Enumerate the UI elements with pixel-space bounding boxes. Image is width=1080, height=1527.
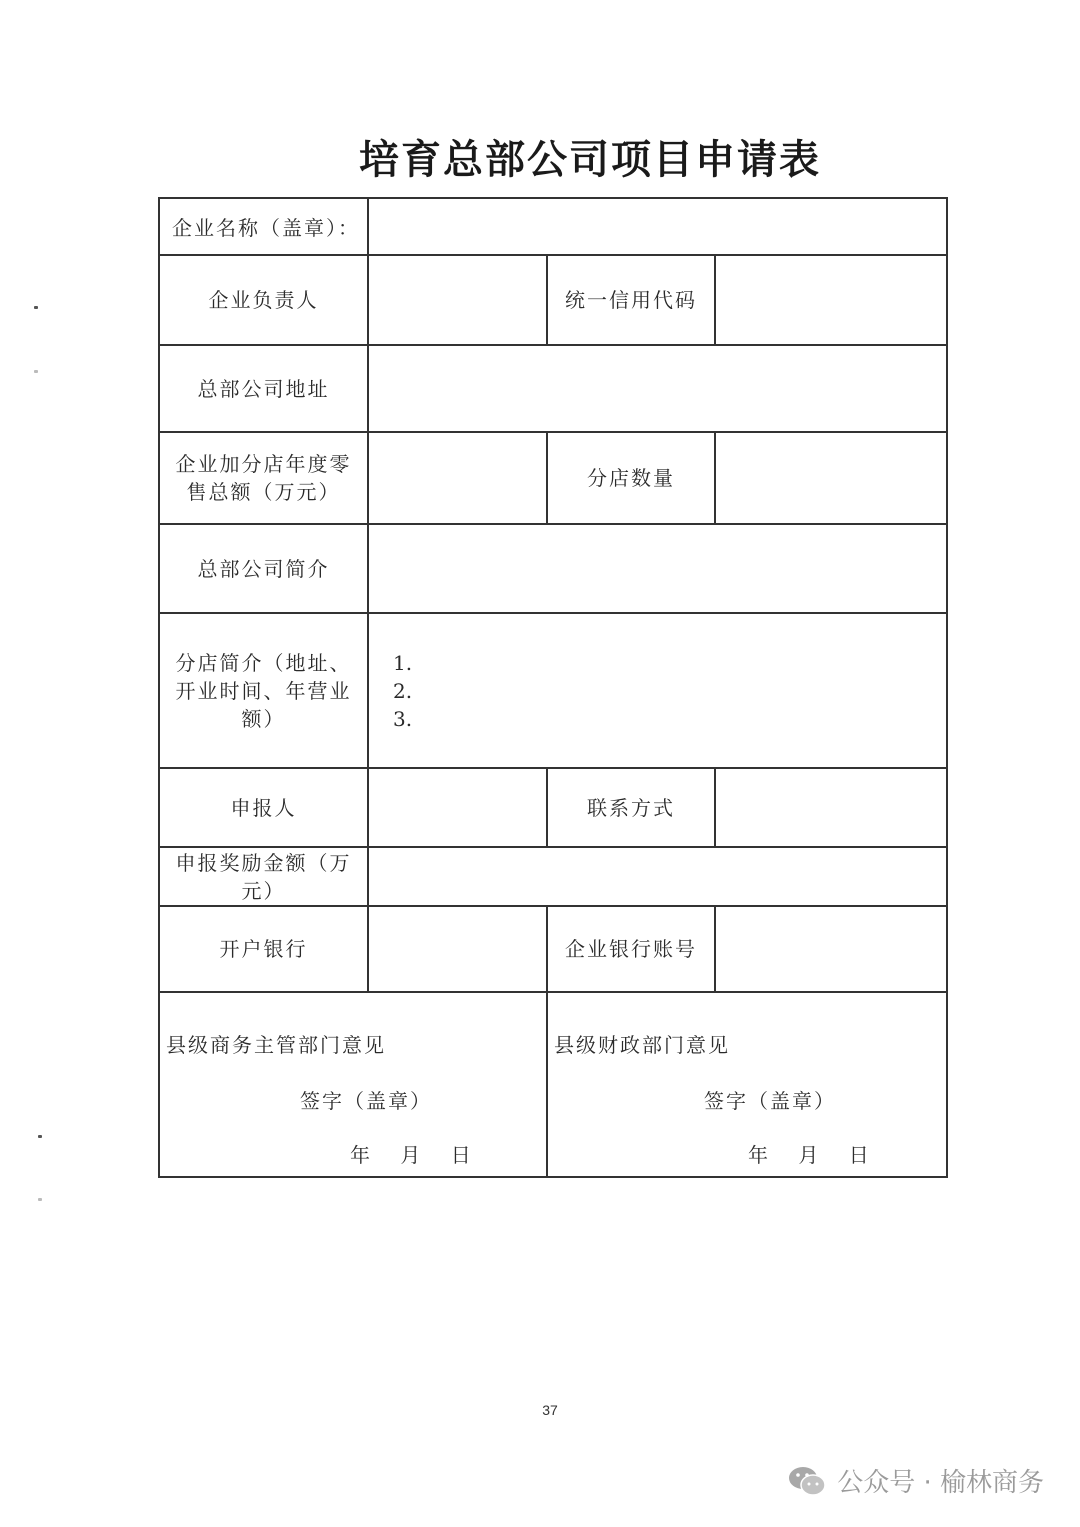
finance-date-label: 年 月 日 [748, 1143, 871, 1167]
commerce-date-label: 年 月 日 [350, 1143, 473, 1167]
bank-field[interactable] [368, 906, 547, 992]
credit-code-field[interactable] [715, 255, 947, 345]
scan-speck [38, 1135, 42, 1138]
contact-field[interactable] [715, 768, 947, 847]
applicant-field[interactable] [368, 768, 547, 847]
applicant-label: 申报人 [159, 768, 368, 847]
credit-code-label: 统一信用代码 [547, 255, 715, 345]
scan-speck [38, 1198, 42, 1201]
branch-intro-field[interactable] [368, 613, 947, 768]
list-item: 3. [393, 706, 413, 731]
contact-label: 联系方式 [547, 768, 715, 847]
watermark-text: 公众号 · 榆林商务 [837, 1468, 1044, 1498]
scan-speck [34, 306, 38, 309]
commerce-opinion-cell[interactable] [159, 992, 547, 1177]
hq-address-field[interactable] [368, 345, 947, 432]
account-label: 企业银行账号 [547, 906, 715, 992]
wechat-icon [787, 1465, 827, 1497]
list-item: 1. [393, 650, 413, 675]
company-name-label: 企业名称（盖章）： [159, 198, 368, 255]
branch-count-field[interactable] [715, 432, 947, 524]
hq-intro-label: 总部公司简介 [159, 524, 368, 613]
commerce-opinion-heading: 县级商务主管部门意见 [166, 1033, 386, 1057]
hq-intro-field[interactable] [368, 524, 947, 613]
reward-label: 申报奖励金额（万元） [159, 847, 368, 906]
legal-person-label: 企业负责人 [159, 255, 368, 345]
scan-speck [34, 370, 38, 373]
finance-sign-label: 签字（盖章） [704, 1089, 836, 1113]
retail-total-label: 企业加分店年度零售总额（万元） [159, 432, 368, 524]
company-name-field[interactable] [368, 198, 947, 255]
commerce-sign-label: 签字（盖章） [300, 1089, 432, 1113]
account-field[interactable] [715, 906, 947, 992]
finance-opinion-cell[interactable] [547, 992, 947, 1177]
bank-label: 开户银行 [159, 906, 368, 992]
list-item: 2. [393, 678, 413, 703]
page-number: 37 [542, 1402, 558, 1418]
watermark [787, 1462, 1044, 1499]
branch-count-label: 分店数量 [547, 432, 715, 524]
branch-intro-label: 分店简介（地址、开业时间、年营业额） [159, 613, 368, 768]
hq-address-label: 总部公司地址 [159, 345, 368, 432]
finance-opinion-heading: 县级财政部门意见 [554, 1033, 730, 1057]
reward-field[interactable] [368, 847, 947, 906]
application-form [158, 197, 948, 1178]
page-title: 培育总部公司项目申请表 [359, 136, 821, 183]
retail-total-field[interactable] [368, 432, 547, 524]
legal-person-field[interactable] [368, 255, 547, 345]
